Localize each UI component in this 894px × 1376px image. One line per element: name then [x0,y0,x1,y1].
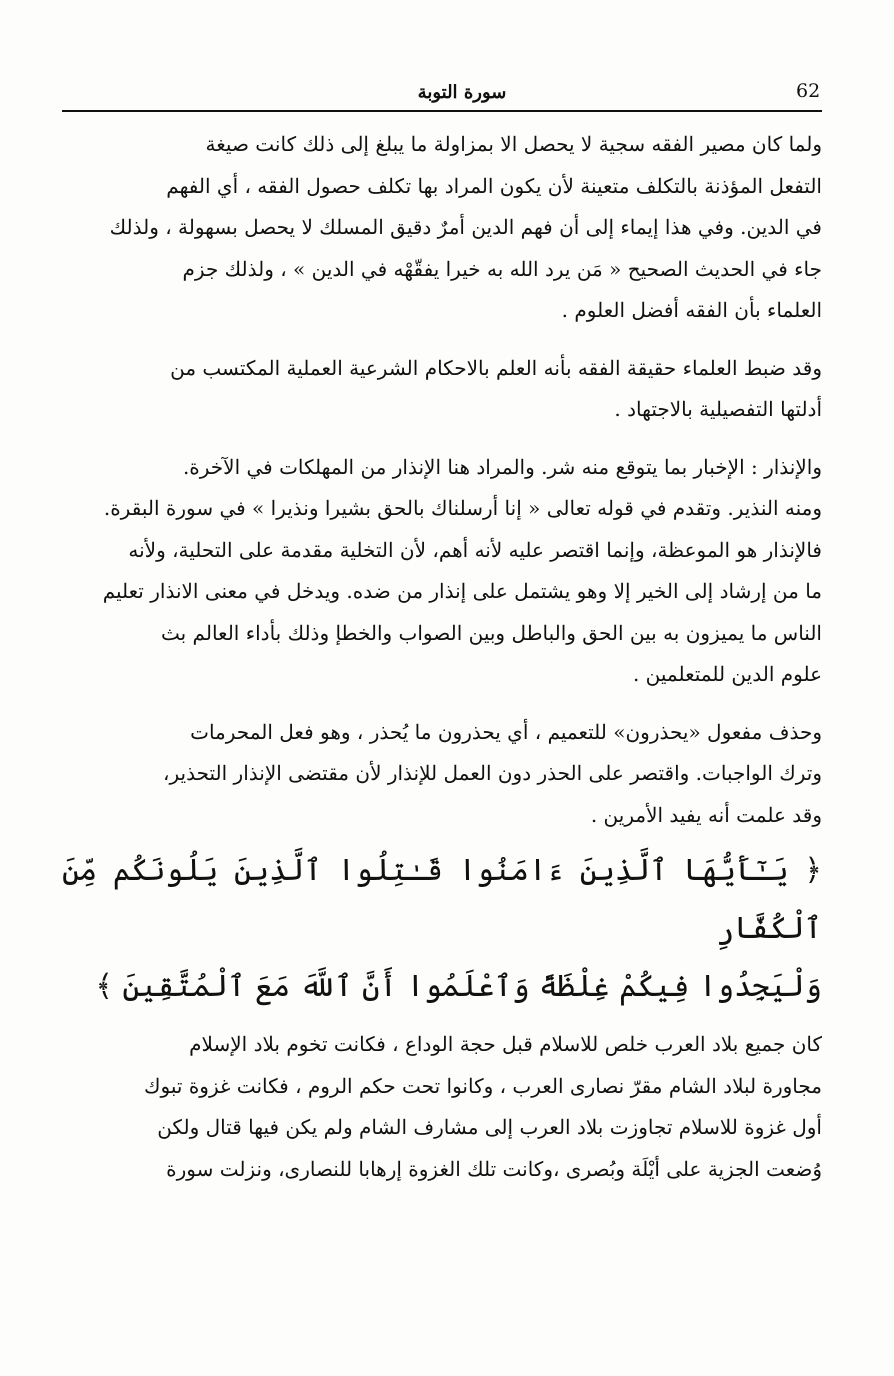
text-line: في الدين. وفي هذا إيماء إلى أن فهم الدين أمرٌ دقيق المسلك لا يحصل بسهولة ، ولذلك [109,215,822,239]
text-line: ولما كان مصير الفقه سجية لا يحصل الا بمزاولة ما يبلغ إلى ذلك كانت صيغة [205,132,822,156]
text-line: التفعل المؤذنة بالتكلف متعينة لأن يكون المراد بها تكلف حصول الفقه ، أي الفهم [166,173,822,198]
text-line: العلماء بأن الفقه أفضل العلوم . [561,298,822,322]
paragraph-tabuk [62,1024,822,1190]
text-line: مجاورة لبلاد الشام مقرّ نصارى العرب ، وكانوا تحت حكم الروم ، فكانت غزوة تبوك [144,1073,822,1098]
text-line: والإنذار : الإخبار بما يتوقع منه شر. والمراد هنا الإنذار من المهلكات في الآخرة. [182,454,822,479]
page-number: 62 [796,80,821,102]
text-line: وقد علمت أنه يفيد الأمرين . [590,802,822,827]
text-line: وُضعت الجزية على أيْلَة وبُصرى ،وكانت تلك الغزوة إرهابا للنصارى، ونزلت سورة [166,1156,822,1181]
running-title: سورة التوبة [417,82,507,103]
paragraph-yahdharun [62,712,822,837]
paragraph-fiqh-definition [62,348,822,431]
text-line: جاء في الحديث الصحيح « مَن يرد الله به خيرا يفقّهْه في الدين » ، ولذلك جزم [182,256,822,281]
quran-verse [62,842,822,1016]
verse-line: ﴿ يَـٰٓأَيُّهَا ٱلَّذِينَ ءَامَنُوا قَـٰتِلُوا ٱلَّذِينَ يَلُونَكُم مِّنَ ٱلْكُفَّارِ [62,853,822,946]
text-line: ومنه النذير. وتقدم في قوله تعالى « إنا أرسلناك بالحق بشيرا ونذيرا » في سورة البقرة. [103,496,822,520]
text-line: فالإنذار هو الموعظة، وإنما اقتصر عليه لأنه أهم، لأن التخلية مقدمة على التحلية، ولأنه [128,537,822,562]
page-header [62,78,822,112]
text-line: وقد ضبط العلماء حقيقة الفقه بأنه العلم بالاحكام الشرعية العملية المكتسب من [170,355,822,380]
text-line: أول غزوة للاسلام تجاوزت بلاد العرب إلى مشارف الشام ولم يكن فيها قتال ولكن [157,1115,822,1139]
text-line: أدلتها التفصيلية بالاجتهاد . [614,397,822,421]
header-rule [62,110,822,112]
text-line: وترك الواجبات. واقتصر على الحذر دون العمل للإنذار لأن مقتضى الإنذار التحذير، [163,761,822,785]
text-line: علوم الدين للمتعلمين . [632,662,822,686]
text-line: ما من إرشاد إلى الخير إلا وهو يشتمل على إنذار من ضده. ويدخل في معنى الانذار تعليم [102,579,822,603]
paragraph-indhar [62,447,822,696]
page-body [62,124,822,1190]
text-line: وحذف مفعول «يحذرون» للتعميم ، أي يحذرون ما يُحذر ، وهو فعل المحرمات [190,719,822,744]
verse-line: وَلْيَجِدُوا فِيكُمْ غِلْظَةً وَٱعْلَمُوا أَنَّ ٱللَّهَ مَعَ ٱلْمُتَّقِينَ ﴾ [95,969,822,1004]
text-line: الناس ما يميزون به بين الحق والباطل وبين الصواب والخطإ وذلك بأداء العالم بث [160,620,822,645]
paragraph-fiqh [62,124,822,332]
text-line: كان جميع بلاد العرب خلص للاسلام قبل حجة الوداع ، فكانت تخوم بلاد الإسلام [189,1032,822,1056]
